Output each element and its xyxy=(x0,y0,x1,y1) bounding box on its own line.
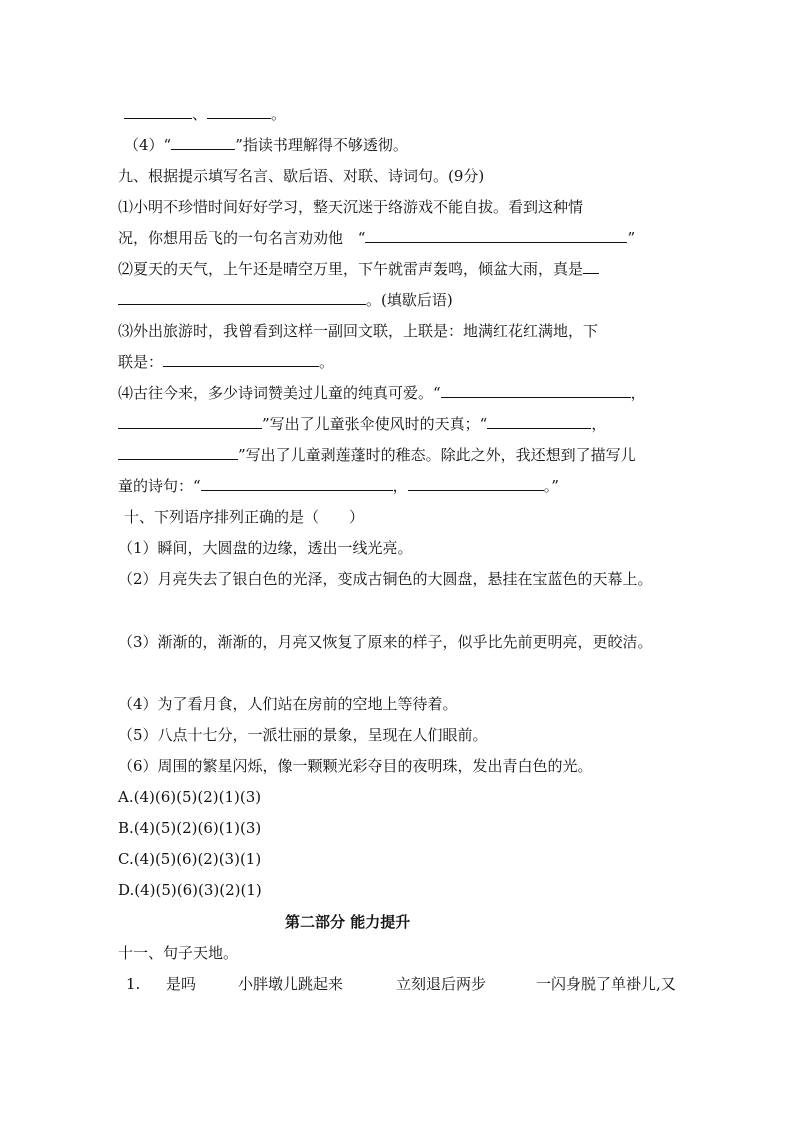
question-11-heading: 十一、句子天地。 xyxy=(118,944,239,962)
answer-blank[interactable] xyxy=(118,445,238,460)
question-9-item-1-cont: 况，你想用岳飞的一句名言劝劝他 “ ” xyxy=(118,229,636,247)
question-9-item-2-cont: 。(填歇后语) xyxy=(118,290,453,310)
answer-blank[interactable] xyxy=(163,352,319,367)
question-10-heading: 十、下列语序排列正确的是（ ） xyxy=(124,508,365,526)
answer-blank[interactable] xyxy=(118,414,262,429)
question-9-item-3-cont: 联是： 。 xyxy=(118,353,335,371)
part-2-title: 第二部分 能力提升 xyxy=(285,913,411,931)
option-b[interactable]: B.(4)(5)(2)(6)(1)(3) xyxy=(118,819,262,837)
sentence-2: （2）月亮失去了银白色的光泽，变成古铜色的大圆盘，悬挂在宝蓝色的天幕上。 xyxy=(118,570,653,588)
question-9-item-4-line3: ”写出了儿童剥莲蓬时的稚态。除此之外，我还想到了描写儿 xyxy=(118,445,636,465)
sentence-4: （4）为了看月食，人们站在房前的空地上等待着。 xyxy=(118,695,458,713)
question-9-item-4-line2: ”写出了儿童张伞使风时的天真；“ ， xyxy=(118,414,606,434)
answer-blank[interactable] xyxy=(365,228,627,243)
sentence-6: （6）周围的繁星闪烁，像一颗颗光彩夺目的夜明珠，发出青白色的光。 xyxy=(118,757,593,775)
period: 。 xyxy=(271,105,287,123)
answer-blank[interactable] xyxy=(124,104,192,119)
blank-line xyxy=(124,104,286,124)
sentence-5: （5）八点十七分，一派壮丽的景象，呈现在人们眼前。 xyxy=(118,726,488,744)
answer-blank[interactable] xyxy=(441,383,631,398)
option-a[interactable]: A.(4)(6)(5)(2)(1)(3) xyxy=(118,788,262,806)
word-3: 立刻退后两步 xyxy=(396,975,487,993)
answer-blank[interactable] xyxy=(207,104,271,119)
question-9-heading: 九、根据提示填写名言、歇后语、对联、诗词句。(9分) xyxy=(118,167,485,185)
answer-blank[interactable] xyxy=(201,476,393,491)
sentence-3: （3）渐渐的，渐渐的，月亮又恢复了原来的样子，似乎比先前更明亮，更皎洁。 xyxy=(118,633,653,651)
word-2: 小胖墩儿跳起来 xyxy=(238,975,344,993)
answer-blank[interactable] xyxy=(408,476,544,491)
question-11-item-1: 1. 是吗 小胖墩儿跳起来 立刻退后两步 一闪身脱了单褂儿,又 xyxy=(126,975,676,993)
answer-blank[interactable] xyxy=(118,290,366,305)
option-d[interactable]: D.(4)(5)(6)(3)(2)(1) xyxy=(118,881,262,899)
question-9-item-2: ⑵夏天的天气，上午还是晴空万里，下午就雷声轰鸣，倾盆大雨，真是 xyxy=(118,259,599,279)
answer-blank[interactable] xyxy=(171,135,235,150)
question-9-item-4: ⑷古往今来，多少诗词赞美过儿童的纯真可爱。“ ， xyxy=(118,384,646,402)
separator: 、 xyxy=(192,105,208,123)
option-c[interactable]: C.(4)(5)(6)(2)(3)(1) xyxy=(118,850,262,868)
question-9-item-4-line4: 童的诗句：“ ， 。” xyxy=(118,477,559,495)
answer-blank[interactable] xyxy=(583,259,599,274)
question-8-item-4: （4）“ ”指读书理解得不够透彻。 xyxy=(124,136,408,154)
word-4: 一闪身脱了单褂儿,又 xyxy=(536,975,676,993)
question-9-item-1: ⑴小明不珍惜时间好好学习，整天沉迷于络游戏不能自拔。看到这种情 xyxy=(118,198,584,216)
sentence-1: （1）瞬间，大圆盘的边缘，透出一线光亮。 xyxy=(118,539,413,557)
word-1: 是吗 xyxy=(166,975,197,993)
question-9-item-3: ⑶外出旅游时，我曾看到这样一副回文联，上联是：地满红花红满地，下 xyxy=(118,322,599,340)
answer-blank[interactable] xyxy=(487,414,591,429)
